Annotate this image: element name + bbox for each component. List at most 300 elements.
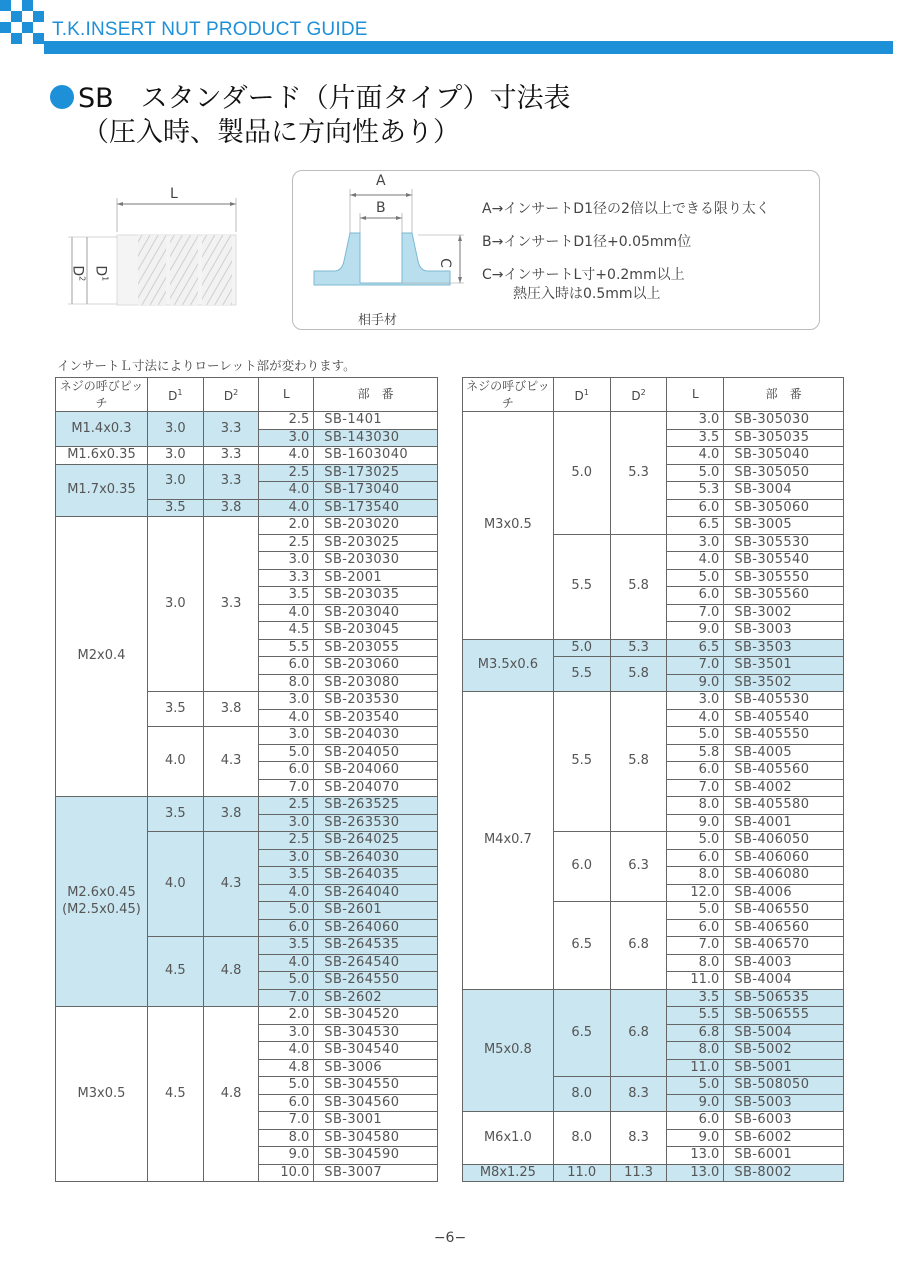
part-number-cell: SB-2001 bbox=[314, 569, 438, 587]
table-row bbox=[463, 692, 844, 710]
length-cell: 3.5 bbox=[259, 867, 314, 885]
length-cell: 6.0 bbox=[667, 849, 724, 867]
length-cell: 9.0 bbox=[667, 814, 724, 832]
part-number-cell: SB-304520 bbox=[314, 1007, 438, 1025]
header-d1 bbox=[147, 378, 203, 412]
length-cell: 6.5 bbox=[667, 517, 724, 535]
part-number-cell: SB-204060 bbox=[314, 762, 438, 780]
length-cell: 6.8 bbox=[667, 1024, 724, 1042]
part-number-cell: SB-4002 bbox=[724, 779, 844, 797]
thread-name: M1.7x0.35 bbox=[67, 482, 136, 497]
d1-cell: 3.5 bbox=[147, 797, 203, 832]
d1-cell: 4.5 bbox=[147, 937, 203, 1007]
part-number-cell: SB-406080 bbox=[724, 867, 844, 885]
table-row bbox=[56, 447, 438, 465]
part-number-cell: SB-203040 bbox=[314, 604, 438, 622]
d2-cell: 5.8 bbox=[610, 692, 667, 832]
length-cell: 6.0 bbox=[259, 762, 314, 780]
d2-cell: 6.3 bbox=[610, 832, 667, 902]
part-number-cell: SB-305050 bbox=[724, 464, 844, 482]
header-title: T.K.INSERT NUT PRODUCT GUIDE bbox=[52, 19, 368, 40]
part-number-cell: SB-264030 bbox=[314, 849, 438, 867]
page-number: −6− bbox=[433, 1230, 467, 1246]
part-number-cell: SB-305030 bbox=[724, 412, 844, 430]
thread-name-alt: (M2.5x0.45) bbox=[62, 901, 141, 917]
d1-cell: 8.0 bbox=[553, 1077, 610, 1112]
part-number-cell: SB-264025 bbox=[314, 832, 438, 850]
length-cell: 3.0 bbox=[259, 692, 314, 710]
table-row bbox=[463, 412, 844, 430]
length-cell: 4.0 bbox=[259, 447, 314, 465]
length-cell: 3.0 bbox=[667, 534, 724, 552]
d2-cell: 5.3 bbox=[610, 639, 667, 657]
header-d1-sup: 1 bbox=[583, 387, 589, 397]
length-cell: 5.3 bbox=[667, 482, 724, 500]
d1-cell: 6.5 bbox=[553, 989, 610, 1077]
d1-cell: 3.0 bbox=[147, 412, 203, 447]
length-cell: 6.0 bbox=[667, 919, 724, 937]
knurl-note: インサートＬ寸法によりローレット部が変わります。 bbox=[57, 358, 356, 373]
d1-cell: 5.5 bbox=[553, 534, 610, 639]
thread-cell bbox=[463, 989, 554, 1112]
thread-name: M3x0.5 bbox=[77, 1085, 126, 1101]
length-cell: 6.0 bbox=[259, 1094, 314, 1112]
hole-diagram bbox=[300, 175, 470, 305]
thread-name: M6x1.0 bbox=[483, 1129, 532, 1145]
spec-table-left bbox=[55, 377, 438, 1182]
length-cell: 4.0 bbox=[259, 482, 314, 500]
d1-cell: 11.0 bbox=[553, 1164, 610, 1182]
note-C-heat: 熱圧入時は0.5mm以上 bbox=[513, 286, 661, 302]
part-number-cell: SB-3007 bbox=[314, 1164, 438, 1182]
length-cell: 3.0 bbox=[259, 429, 314, 447]
length-cell: 3.0 bbox=[259, 727, 314, 745]
part-number-cell: SB-264040 bbox=[314, 884, 438, 902]
d1-cell: 4.0 bbox=[147, 727, 203, 797]
thread-cell bbox=[56, 517, 148, 797]
part-number-cell: SB-203045 bbox=[314, 622, 438, 640]
part-number-cell: SB-3002 bbox=[724, 604, 844, 622]
part-number-cell: SB-405580 bbox=[724, 797, 844, 815]
header-part: 部 番 bbox=[314, 378, 438, 412]
header-d2-text: D bbox=[631, 388, 641, 403]
length-cell: 12.0 bbox=[667, 884, 724, 902]
label-C: C bbox=[436, 258, 453, 268]
thread-name: M3x0.5 bbox=[483, 517, 532, 532]
header-l: L bbox=[667, 378, 724, 412]
part-number-cell: SB-263525 bbox=[314, 797, 438, 815]
part-number-cell: SB-6003 bbox=[724, 1112, 844, 1130]
d1-cell: 3.5 bbox=[147, 692, 203, 727]
part-number-cell: SB-5004 bbox=[724, 1024, 844, 1042]
length-cell: 2.5 bbox=[259, 412, 314, 430]
note-B: B→インサートD1径+0.05mm位 bbox=[482, 234, 692, 250]
d2-cell: 5.8 bbox=[610, 534, 667, 639]
part-number-cell: SB-3003 bbox=[724, 622, 844, 640]
part-number-cell: SB-264550 bbox=[314, 972, 438, 990]
part-number-cell: SB-304590 bbox=[314, 1147, 438, 1165]
length-cell: 5.0 bbox=[667, 727, 724, 745]
part-number-cell: SB-3502 bbox=[724, 674, 844, 692]
part-number-cell: SB-5002 bbox=[724, 1042, 844, 1060]
length-cell: 6.0 bbox=[667, 499, 724, 517]
length-cell: 3.5 bbox=[667, 989, 724, 1007]
header-d2 bbox=[203, 378, 259, 412]
d2-cell: 3.3 bbox=[203, 464, 259, 499]
d2-cell: 8.3 bbox=[610, 1112, 667, 1165]
table-row bbox=[56, 517, 438, 535]
part-number-cell: SB-203055 bbox=[314, 639, 438, 657]
spec-table-right bbox=[462, 377, 844, 1182]
part-number-cell: SB-304550 bbox=[314, 1077, 438, 1095]
thread-name: M8x1.25 bbox=[479, 1164, 536, 1180]
table-row bbox=[463, 639, 844, 657]
length-cell: 5.8 bbox=[667, 744, 724, 762]
part-number-cell: SB-4006 bbox=[724, 884, 844, 902]
part-number-cell: SB-1401 bbox=[314, 412, 438, 430]
length-cell: 5.0 bbox=[259, 744, 314, 762]
d1-cell: 3.0 bbox=[147, 464, 203, 499]
d1-cell: 3.0 bbox=[147, 517, 203, 692]
d1-cell: 5.5 bbox=[553, 692, 610, 832]
part-number-cell: SB-204030 bbox=[314, 727, 438, 745]
label-D1-text: D bbox=[92, 265, 109, 277]
part-number-cell: SB-4001 bbox=[724, 814, 844, 832]
part-number-cell: SB-2601 bbox=[314, 902, 438, 920]
part-number-cell: SB-203530 bbox=[314, 692, 438, 710]
length-cell: 3.0 bbox=[259, 552, 314, 570]
length-cell: 8.0 bbox=[667, 867, 724, 885]
part-number-cell: SB-203025 bbox=[314, 534, 438, 552]
length-cell: 6.5 bbox=[667, 639, 724, 657]
d1-cell: 3.5 bbox=[147, 499, 203, 517]
part-number-cell: SB-3004 bbox=[724, 482, 844, 500]
length-cell: 3.5 bbox=[259, 937, 314, 955]
length-cell: 13.0 bbox=[667, 1147, 724, 1165]
part-number-cell: SB-305550 bbox=[724, 569, 844, 587]
d1-cell: 5.5 bbox=[553, 657, 610, 692]
part-number-cell: SB-305530 bbox=[724, 534, 844, 552]
part-number-cell: SB-4004 bbox=[724, 972, 844, 990]
part-number-cell: SB-405530 bbox=[724, 692, 844, 710]
d2-cell: 4.3 bbox=[203, 832, 259, 937]
d1-cell: 8.0 bbox=[553, 1112, 610, 1165]
length-cell: 9.0 bbox=[667, 622, 724, 640]
thread-cell bbox=[463, 1164, 554, 1182]
length-cell: 6.0 bbox=[667, 587, 724, 605]
d1-cell: 6.0 bbox=[553, 832, 610, 902]
length-cell: 4.0 bbox=[667, 709, 724, 727]
thread-cell bbox=[56, 464, 148, 517]
header-d2-text: D bbox=[223, 388, 234, 403]
length-cell: 3.3 bbox=[259, 569, 314, 587]
part-number-cell: SB-173040 bbox=[314, 482, 438, 500]
length-cell: 5.0 bbox=[667, 902, 724, 920]
length-cell: 3.0 bbox=[259, 1024, 314, 1042]
table-row bbox=[56, 797, 438, 815]
part-number-cell: SB-406560 bbox=[724, 919, 844, 937]
length-cell: 3.0 bbox=[259, 814, 314, 832]
length-cell: 7.0 bbox=[259, 989, 314, 1007]
length-cell: 4.0 bbox=[259, 1042, 314, 1060]
part-number-cell: SB-405550 bbox=[724, 727, 844, 745]
d2-cell: 3.8 bbox=[203, 499, 259, 517]
part-number-cell: SB-173540 bbox=[314, 499, 438, 517]
part-number-cell: SB-406050 bbox=[724, 832, 844, 850]
length-cell: 5.0 bbox=[259, 972, 314, 990]
length-cell: 3.5 bbox=[667, 429, 724, 447]
label-material: 相手材 bbox=[358, 313, 398, 328]
thread-name: M5x0.8 bbox=[483, 1042, 532, 1057]
length-cell: 2.5 bbox=[259, 797, 314, 815]
label-L: L bbox=[170, 186, 178, 202]
part-number-cell: SB-263530 bbox=[314, 814, 438, 832]
length-cell: 11.0 bbox=[667, 1059, 724, 1077]
part-number-cell: SB-203035 bbox=[314, 587, 438, 605]
part-number-cell: SB-406060 bbox=[724, 849, 844, 867]
length-cell: 11.0 bbox=[667, 972, 724, 990]
part-number-cell: SB-6002 bbox=[724, 1129, 844, 1147]
label-D1 bbox=[93, 265, 110, 281]
length-cell: 6.0 bbox=[667, 1112, 724, 1130]
thread-cell bbox=[463, 1112, 554, 1165]
length-cell: 2.0 bbox=[259, 517, 314, 535]
part-number-cell: SB-304540 bbox=[314, 1042, 438, 1060]
d1-cell: 5.0 bbox=[553, 412, 610, 535]
part-number-cell: SB-508050 bbox=[724, 1077, 844, 1095]
length-cell: 5.0 bbox=[667, 569, 724, 587]
thread-name: M1.6x0.35 bbox=[67, 447, 136, 462]
header-d1 bbox=[553, 378, 610, 412]
part-number-cell: SB-506535 bbox=[724, 989, 844, 1007]
thread-name: M1.4x0.3 bbox=[71, 420, 132, 436]
length-cell: 4.0 bbox=[259, 709, 314, 727]
header-l: L bbox=[259, 378, 314, 412]
length-cell: 13.0 bbox=[667, 1164, 724, 1182]
length-cell: 2.5 bbox=[259, 464, 314, 482]
table-row bbox=[56, 1007, 438, 1025]
length-cell: 8.0 bbox=[667, 797, 724, 815]
length-cell: 5.0 bbox=[667, 832, 724, 850]
thread-name: M2x0.4 bbox=[77, 648, 126, 664]
part-number-cell: SB-204050 bbox=[314, 744, 438, 762]
note-C: C→インサートL寸+0.2mm以上 bbox=[482, 267, 685, 283]
length-cell: 7.0 bbox=[667, 604, 724, 622]
part-number-cell: SB-173025 bbox=[314, 464, 438, 482]
d2-cell: 5.8 bbox=[610, 657, 667, 692]
page-subtitle: （圧入時、製品に方向性あり） bbox=[82, 117, 460, 148]
part-number-cell: SB-264060 bbox=[314, 919, 438, 937]
thread-cell bbox=[463, 639, 554, 692]
part-number-cell: SB-8002 bbox=[724, 1164, 844, 1182]
length-cell: 7.0 bbox=[667, 937, 724, 955]
length-cell: 2.5 bbox=[259, 534, 314, 552]
header-d1-text: D bbox=[168, 388, 178, 403]
table-row bbox=[56, 464, 438, 482]
part-number-cell: SB-304580 bbox=[314, 1129, 438, 1147]
insert-diagram bbox=[60, 180, 260, 320]
length-cell: 3.5 bbox=[259, 587, 314, 605]
part-number-cell: SB-305060 bbox=[724, 499, 844, 517]
thread-cell bbox=[56, 447, 148, 465]
length-cell: 5.0 bbox=[667, 464, 724, 482]
d2-cell: 3.3 bbox=[203, 447, 259, 465]
part-number-cell: SB-304530 bbox=[314, 1024, 438, 1042]
part-number-cell: SB-3006 bbox=[314, 1059, 438, 1077]
header-checker-logo bbox=[0, 0, 44, 44]
length-cell: 4.5 bbox=[259, 622, 314, 640]
part-number-cell: SB-305040 bbox=[724, 447, 844, 465]
part-number-cell: SB-405560 bbox=[724, 762, 844, 780]
header-bar bbox=[44, 41, 893, 54]
length-cell: 7.0 bbox=[259, 779, 314, 797]
d1-cell: 4.5 bbox=[147, 1007, 203, 1182]
d2-cell: 3.8 bbox=[203, 692, 259, 727]
length-cell: 6.0 bbox=[259, 919, 314, 937]
d2-cell: 4.8 bbox=[203, 937, 259, 1007]
length-cell: 9.0 bbox=[667, 1094, 724, 1112]
part-number-cell: SB-203060 bbox=[314, 657, 438, 675]
length-cell: 2.0 bbox=[259, 1007, 314, 1025]
label-D1-sup: 1 bbox=[100, 276, 110, 282]
header-d2-sup: 2 bbox=[233, 387, 239, 397]
label-A: A bbox=[376, 173, 386, 189]
part-number-cell: SB-264540 bbox=[314, 954, 438, 972]
length-cell: 3.0 bbox=[667, 692, 724, 710]
length-cell: 5.5 bbox=[667, 1007, 724, 1025]
table-row bbox=[463, 1112, 844, 1130]
d1-cell: 5.0 bbox=[553, 639, 610, 657]
length-cell: 4.8 bbox=[259, 1059, 314, 1077]
d2-cell: 8.3 bbox=[610, 1077, 667, 1112]
length-cell: 8.0 bbox=[259, 674, 314, 692]
d2-cell: 4.3 bbox=[203, 727, 259, 797]
length-cell: 8.0 bbox=[667, 954, 724, 972]
length-cell: 5.0 bbox=[259, 1077, 314, 1095]
header-part: 部 番 bbox=[724, 378, 844, 412]
part-number-cell: SB-3001 bbox=[314, 1112, 438, 1130]
length-cell: 4.0 bbox=[259, 499, 314, 517]
part-number-cell: SB-4005 bbox=[724, 744, 844, 762]
part-number-cell: SB-4003 bbox=[724, 954, 844, 972]
d2-cell: 3.3 bbox=[203, 412, 259, 447]
part-number-cell: SB-203540 bbox=[314, 709, 438, 727]
part-number-cell: SB-406550 bbox=[724, 902, 844, 920]
header-d2 bbox=[610, 378, 667, 412]
bullet-dot-icon bbox=[50, 85, 74, 109]
thread-cell bbox=[463, 412, 554, 640]
header-thread: ネジの呼びピッチ bbox=[463, 378, 554, 412]
part-number-cell: SB-304560 bbox=[314, 1094, 438, 1112]
d1-cell: 4.0 bbox=[147, 832, 203, 937]
thread-name: M2.6x0.45 bbox=[67, 885, 136, 900]
part-number-cell: SB-305540 bbox=[724, 552, 844, 570]
length-cell: 6.0 bbox=[667, 762, 724, 780]
length-cell: 5.5 bbox=[259, 639, 314, 657]
part-number-cell: SB-2602 bbox=[314, 989, 438, 1007]
length-cell: 4.0 bbox=[259, 604, 314, 622]
d2-cell: 5.3 bbox=[610, 412, 667, 535]
part-number-cell: SB-264535 bbox=[314, 937, 438, 955]
d2-cell: 3.3 bbox=[203, 517, 259, 692]
part-number-cell: SB-264035 bbox=[314, 867, 438, 885]
table-row bbox=[463, 1164, 844, 1182]
d2-cell: 4.8 bbox=[203, 1007, 259, 1182]
part-number-cell: SB-3005 bbox=[724, 517, 844, 535]
part-number-cell: SB-203030 bbox=[314, 552, 438, 570]
length-cell: 9.0 bbox=[667, 674, 724, 692]
length-cell: 8.0 bbox=[259, 1129, 314, 1147]
length-cell: 7.0 bbox=[667, 779, 724, 797]
label-D2-text: D bbox=[69, 265, 86, 277]
length-cell: 4.0 bbox=[259, 884, 314, 902]
label-D2 bbox=[70, 265, 87, 281]
part-number-cell: SB-405540 bbox=[724, 709, 844, 727]
length-cell: 7.0 bbox=[667, 657, 724, 675]
part-number-cell: SB-506555 bbox=[724, 1007, 844, 1025]
length-cell: 2.5 bbox=[259, 832, 314, 850]
length-cell: 5.0 bbox=[667, 1077, 724, 1095]
thread-name: M3.5x0.6 bbox=[477, 657, 539, 672]
thread-cell bbox=[56, 1007, 148, 1182]
part-number-cell: SB-3503 bbox=[724, 639, 844, 657]
length-cell: 9.0 bbox=[667, 1129, 724, 1147]
part-number-cell: SB-3501 bbox=[724, 657, 844, 675]
length-cell: 3.0 bbox=[259, 849, 314, 867]
part-number-cell: SB-5003 bbox=[724, 1094, 844, 1112]
thread-cell bbox=[56, 797, 148, 1007]
part-number-cell: SB-406570 bbox=[724, 937, 844, 955]
thread-cell bbox=[463, 692, 554, 990]
length-cell: 3.0 bbox=[667, 412, 724, 430]
length-cell: 5.0 bbox=[259, 902, 314, 920]
label-D2-sup: 2 bbox=[77, 276, 87, 282]
part-number-cell: SB-203020 bbox=[314, 517, 438, 535]
d1-cell: 3.0 bbox=[147, 447, 203, 465]
length-cell: 7.0 bbox=[259, 1112, 314, 1130]
part-number-cell: SB-305035 bbox=[724, 429, 844, 447]
d2-cell: 6.8 bbox=[610, 989, 667, 1077]
header-d2-sup: 2 bbox=[640, 387, 646, 397]
length-cell: 4.0 bbox=[259, 954, 314, 972]
table-row bbox=[56, 412, 438, 430]
length-cell: 4.0 bbox=[667, 447, 724, 465]
length-cell: 10.0 bbox=[259, 1164, 314, 1182]
part-number-cell: SB-6001 bbox=[724, 1147, 844, 1165]
part-number-cell: SB-305560 bbox=[724, 587, 844, 605]
label-B: B bbox=[376, 200, 386, 216]
length-cell: 6.0 bbox=[259, 657, 314, 675]
d2-cell: 11.3 bbox=[610, 1164, 667, 1182]
header-d1-text: D bbox=[574, 388, 584, 403]
header-thread: ネジの呼びピッチ bbox=[56, 378, 148, 412]
part-number-cell: SB-204070 bbox=[314, 779, 438, 797]
d2-cell: 3.8 bbox=[203, 797, 259, 832]
length-cell: 4.0 bbox=[667, 552, 724, 570]
part-number-cell: SB-143030 bbox=[314, 429, 438, 447]
part-number-cell: SB-5001 bbox=[724, 1059, 844, 1077]
d1-cell: 6.5 bbox=[553, 902, 610, 990]
length-cell: 9.0 bbox=[259, 1147, 314, 1165]
note-A: A→インサートD1径の2倍以上できる限り太く bbox=[482, 201, 770, 217]
part-number-cell: SB-203080 bbox=[314, 674, 438, 692]
part-number-cell: SB-1603040 bbox=[314, 447, 438, 465]
table-row bbox=[463, 989, 844, 1007]
d2-cell: 6.8 bbox=[610, 902, 667, 990]
length-cell: 8.0 bbox=[667, 1042, 724, 1060]
thread-cell bbox=[56, 412, 148, 447]
thread-name: M4x0.7 bbox=[483, 832, 532, 847]
